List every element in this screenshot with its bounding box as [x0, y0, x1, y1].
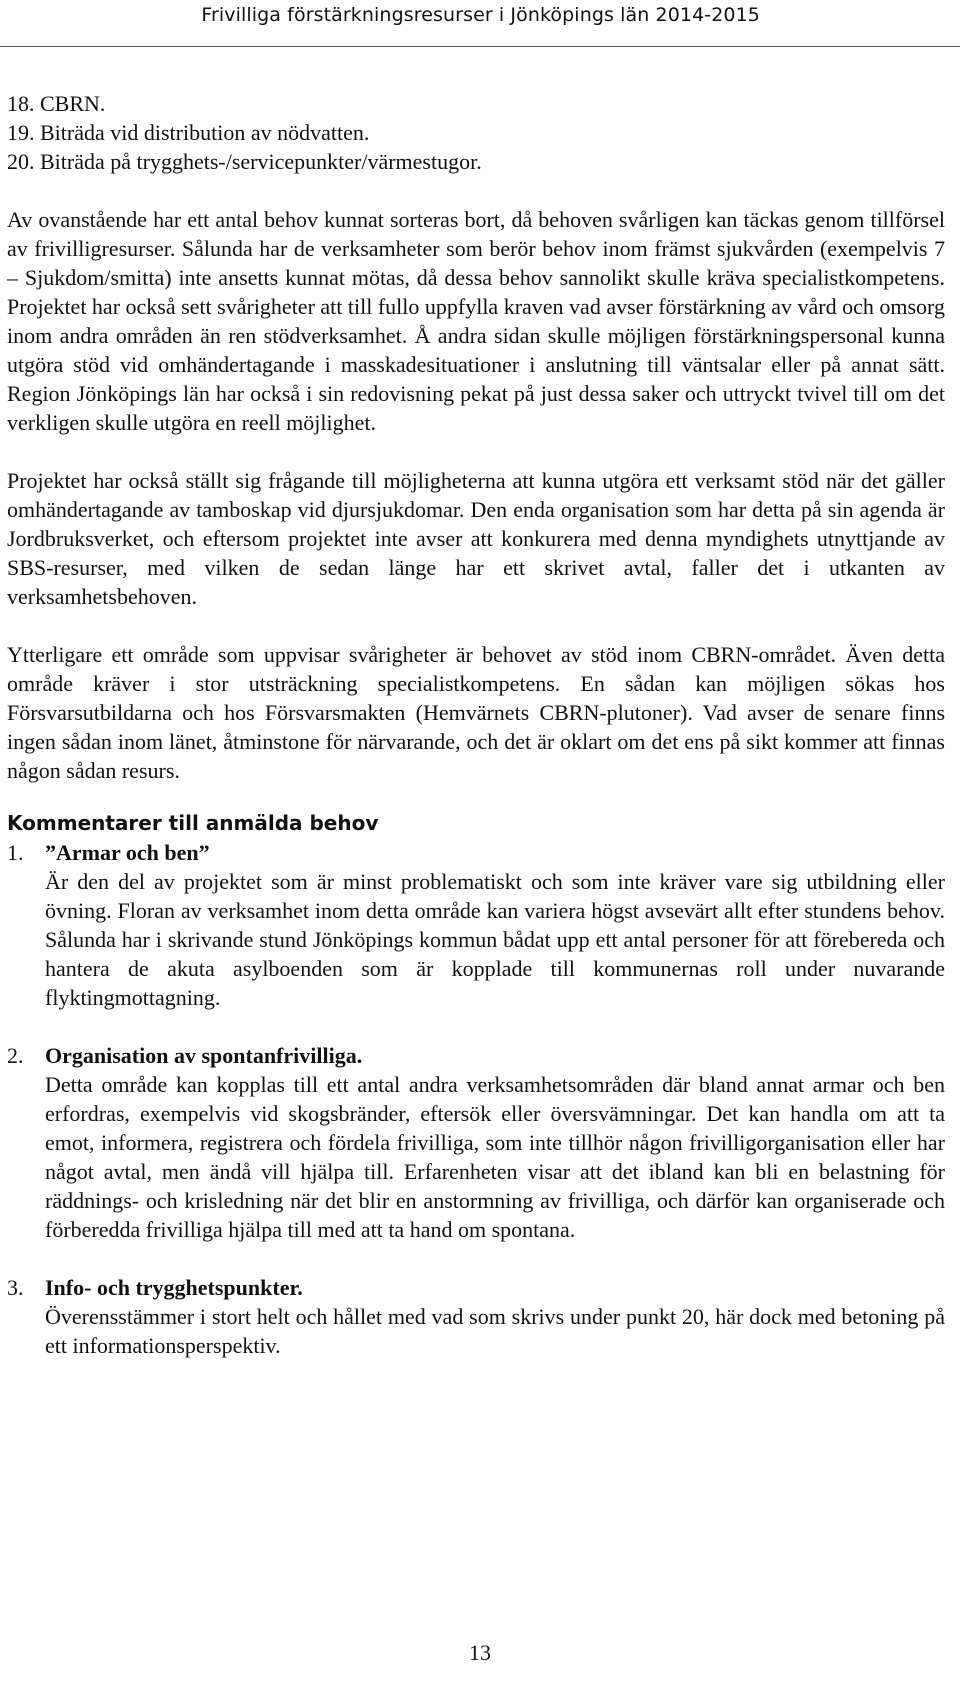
- top-list: [7, 89, 945, 176]
- document-body: [7, 89, 945, 1360]
- comment-item: [7, 1041, 945, 1244]
- comment-number: 3.: [7, 1275, 24, 1300]
- comment-title: ”Armar och ben”: [45, 840, 210, 865]
- comment-body: Överensstämmer i stort helt och hållet med vad som skrivs under punkt 20, här dock med betoning på ett informationsperspektiv.: [45, 1304, 945, 1358]
- list-item: 19. Biträda vid distribution av nödvatten.: [7, 120, 370, 145]
- comment-title: Info- och trygghetspunkter.: [45, 1275, 303, 1300]
- comment-body: Detta område kan kopplas till ett antal andra verksamhetsområden där bland annat armar och ben erfordras, exempelvis vid skogsbränder, eftersök eller översvämningar. Det kan handla om att ta emot, informera, registrera och fördela frivilliga, som inte tillhör någon frivilligorganisation eller har något avtal, men ändå vill hjälpa till. Erfarenheten visar att det ibland kan bli en belastning för räddnings- och krisledning när det blir en anstormning av frivilliga, och därför kan organiserade och förberedda frivilliga hjälpa till med att ta hand om spontana.: [45, 1072, 945, 1242]
- comment-item: [7, 838, 945, 1012]
- comment-number: 1.: [7, 840, 24, 865]
- list-item: 18. CBRN.: [7, 91, 106, 116]
- comment-title: Organisation av spontanfrivilliga.: [45, 1043, 363, 1068]
- paragraph: Projektet har också ställt sig frågande till möjligheterna att kunna utgöra ett verksamt stöd när det gäller omhändertagande av tamboskap vid djursjukdomar. Den enda organisation som har detta på sin agenda är Jordbruksverket, och eftersom projektet inte avser att konkurera med denna myndighets utnyttjande av SBS-resurser, med vilken de sedan länge har ett skrivet avtal, faller det i utkanten av verksamhetsbehoven.: [7, 468, 945, 609]
- page-number: 13: [469, 1640, 491, 1665]
- paragraph: Av ovanstående har ett antal behov kunnat sorteras bort, då behoven svårligen kan täckas genom tillförsel av frivilligresurser. Sålunda har de verksamheter som berör behov inom främst sjukvården (exempelvis 7 – Sjukdom/smitta) inte ansetts kunnat mötas, då dessa behov sannolikt skulle kräva specialistkompetens. Projektet har också sett svårigheter att till fullo uppfylla kraven vad avser förstärkning av vård och omsorg inom andra områden än ren stödverksamhet. Å andra sidan skulle möjligen förstärkningspersonal kunna utgöra stöd vid omhändertagande i masskadesituationer i anslutning till väntsalar eller på annat sätt. Region Jönköpings län har också i sin redovisning pekat på just dessa saker och uttryckt tvivel till om det verkligen skulle utgöra en reell möjlighet.: [7, 207, 945, 435]
- comment-number: 2.: [7, 1043, 24, 1068]
- comment-item: [7, 1273, 945, 1360]
- header-rule: [0, 46, 960, 47]
- list-item: 20. Biträda på trygghets-/servicepunkter/värmestugor.: [7, 149, 482, 174]
- paragraph: Ytterligare ett område som uppvisar svårigheter är behovet av stöd inom CBRN-området. Även detta område kräver i stor utsträckning specialistkompetens. En sådan kan möjligen sökas hos Försvarsutbildarna och hos Försvarsmakten (Hemvärnets CBRN-plutoner). Vad avser de senare finns ingen sådan inom länet, åtminstone för närvarande, och det är oklart om det ens på sikt kommer att finnas någon sådan resurs.: [7, 642, 945, 783]
- page-header: [0, 0, 960, 38]
- header-title: Frivilliga förstärkningsresurser i Jönköpings län 2014-2015: [201, 4, 760, 26]
- section-heading: Kommentarer till anmälda behov: [7, 811, 379, 835]
- comment-body: Är den del av projektet som är minst problematiskt och som inte kräver vare sig utbildning eller övning. Floran av verksamhet inom detta område kan variera högst avsevärt allt efter stundens behov. Sålunda har i skrivande stund Jönköpings kommun bådat upp ett antal personer för att förebereda och hantera de akuta asylboenden som är kopplade till kommunernas roll under nuvarande flyktingmottagning.: [45, 869, 945, 1010]
